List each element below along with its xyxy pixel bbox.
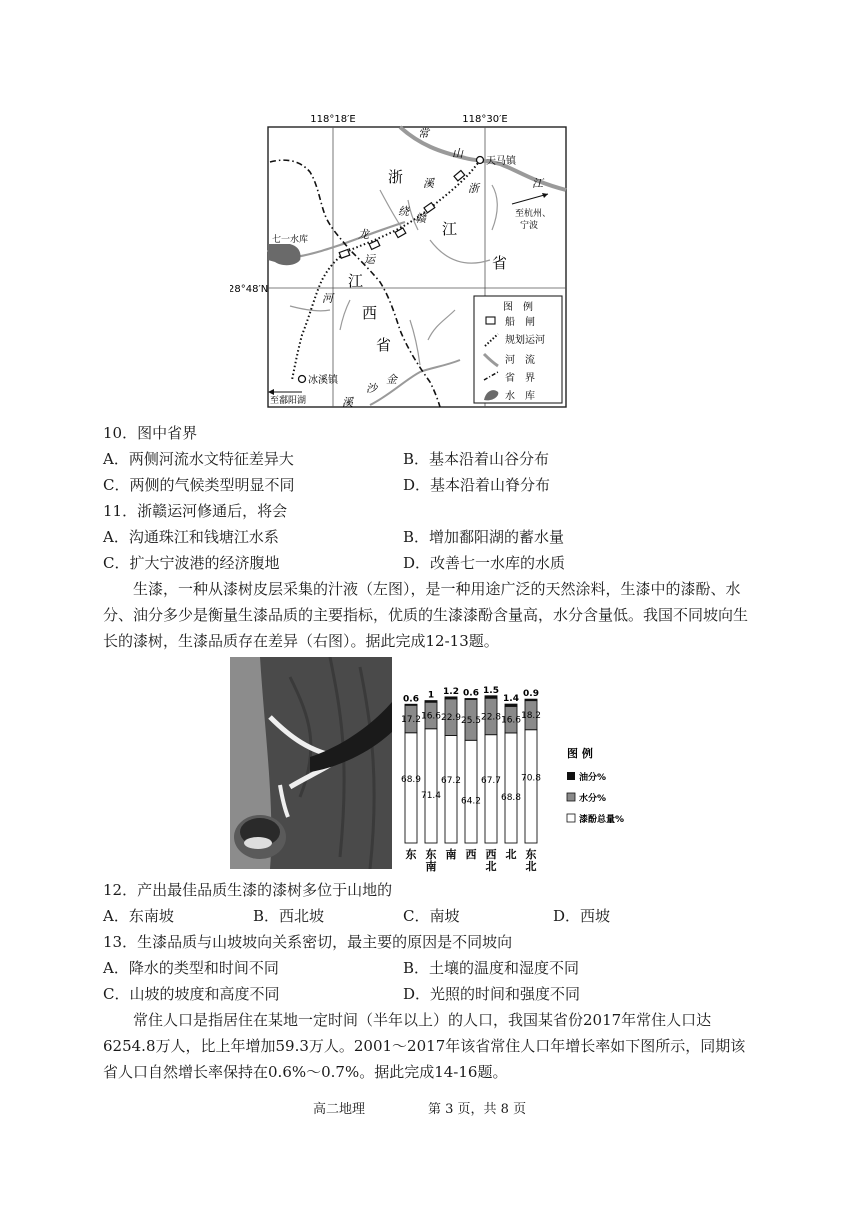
jinsha-sha: 沙 [366,382,377,395]
label-water-1: 16.6 [420,711,442,722]
bar-oil-1 [425,701,437,703]
q10-option-d[interactable]: D．基本沿着山脊分布 [403,476,551,494]
lacquer-photo-svg [230,657,392,869]
bar-phenol-6 [525,730,537,843]
label-phenol-4: 67.7 [480,775,502,786]
label-oil-6: 0.9 [523,689,539,700]
chart-categories [406,847,537,873]
category-1-0: 东 [425,848,437,861]
coord-top-left: 118°18′E [310,114,356,125]
q10-stem: 10．图中省界 [103,424,198,442]
category-3-0: 西 [465,848,477,861]
category-6-1: 北 [525,860,537,873]
legend-swatch-water [567,793,575,801]
category-4-0: 西 [485,848,497,861]
zj-char-2: 江 [442,220,458,238]
to-hangzhou-1: 至杭州、 [515,209,552,219]
coord-top-right: 118°30′E [462,114,508,125]
bar-phenol-3 [465,740,477,843]
chart-legend-title: 图 例 [567,747,593,760]
legend-river: 河 流 [505,355,535,366]
bar-phenol-2 [445,735,457,843]
q12-option-d[interactable]: D．西坡 [553,907,611,925]
q13-option-b[interactable]: B．土壤的温度和湿度不同 [403,959,580,977]
legend-lock: 船 闸 [505,317,535,328]
q13-stem: 13．生漆品质与山坡坡向关系密切，最主要的原因是不同坡向 [103,933,513,951]
label-oil-3: 0.6 [463,688,479,699]
footer-page: 第 3 页，共 8 页 [428,1102,527,1117]
legend-lock-symbol [486,317,495,324]
legend-label-water: 水分% [579,794,607,804]
lacquer-intro-text: 生漆，一种从漆树皮层采集的汁液（左图），是一种用途广泛的天然涂料，生漆中的漆酚、水分、油分多少是衡量生漆品质的主要指标，优质的生漆漆酚含量高，水分含量低。我国不同坡向生长的漆树，生漆品质存在差异（右图）。据此完成12-13题。 [103,580,749,650]
bar-oil-6 [525,699,537,700]
river-he-char: 河 [322,292,333,305]
river-shan-char: 山 [452,147,463,160]
lacquer-tree-photo [230,657,392,869]
bar-oil-0 [405,704,417,705]
river-xi-char: 溪 [423,177,434,190]
legend-reservoir: 水 库 [505,391,535,402]
to-hangzhou-2: 宁波 [520,221,539,231]
label-water-2: 22.9 [440,713,462,724]
label-water-0: 17.2 [400,715,422,725]
lacquer-chart-svg [395,660,645,875]
label-water-3: 25.5 [460,715,482,726]
bar-oil-3 [465,699,477,700]
lacquer-intro-paragraph [103,576,753,654]
q13-option-d[interactable]: D．光照的时间和强度不同 [403,985,581,1003]
q12-option-c[interactable]: C．南坡 [403,907,460,925]
river-zhe-char: 浙 [468,182,479,195]
legend-swatch-phenol [567,814,575,822]
longyun-yun: 运 [364,253,375,266]
category-2-0: 南 [445,848,457,861]
jx-char-3: 省 [376,336,392,354]
q11-option-c[interactable]: C．扩大宁波港的经济腹地 [103,554,280,572]
q11-stem: 11．浙赣运河修通后，将会 [103,502,288,520]
q12-option-a[interactable]: A．东南坡 [103,907,174,925]
river-chang-char: 常 [418,127,429,140]
zj-char-3: 省 [492,254,508,272]
to-poyang: 至鄱阳湖 [270,396,307,406]
label-water-5: 16.6 [500,715,522,726]
map-svg [230,110,570,410]
bar-phenol-5 [505,733,517,843]
label-oil-2: 1.2 [443,686,459,697]
label-phenol-3: 64.2 [460,796,482,807]
coord-lat: 28°48′N [230,284,269,295]
map-figure [230,110,570,410]
category-1-1: 南 [425,860,437,873]
bar-oil-5 [505,704,517,706]
label-phenol-1: 71.4 [420,790,442,801]
q12-option-b[interactable]: B．西北坡 [253,907,325,925]
bar-phenol-4 [485,735,497,843]
q11-option-a[interactable]: A．沟通珠江和钱塘江水系 [103,528,279,546]
footer-subject: 高二地理 [313,1102,366,1117]
town-tianma: 天马镇 [486,156,516,167]
zj-char-1: 浙 [388,168,404,186]
canal-gan-char: 赣 [415,212,426,225]
label-water-4: 22.8 [480,712,502,723]
label-oil-4: 1.5 [483,685,499,696]
bar-phenol-1 [425,729,437,843]
label-oil-0: 0.6 [403,694,419,705]
legend-label-oil: 油分% [579,773,607,783]
category-6-0: 东 [525,848,537,861]
canal-rao-char: 绕 [398,205,409,218]
bar-oil-2 [445,697,457,699]
lacquer-quality-chart [395,660,645,875]
label-oil-1: 1 [427,690,435,701]
q10-option-b[interactable]: B．基本沿着山谷分布 [403,450,550,468]
q13-option-a[interactable]: A．降水的类型和时间不同 [103,959,279,977]
population-intro-text: 常住人口是指居住在某地一定时间（半年以上）的人口，我国某省份2017年常住人口达6254.8万人，比上年增加59.3万人。2001～2017年该省常住人口年增长率如下图所示，同期该省人口自然增长率保持在0.6%～0.7%。据此完成14-16题。 [103,1011,746,1081]
river-jiang-char: 江 [532,177,543,190]
q11-option-d[interactable]: D．改善七一水库的水质 [403,554,566,572]
q12-stem: 12．产出最佳品质生漆的漆树多位于山地的 [103,881,393,899]
town-bingxi: 冰溪镇 [308,375,338,386]
legend-swatch-oil [567,772,575,780]
bar-oil-4 [485,696,497,698]
legend-title: 图 例 [503,302,533,313]
legend-canal: 规划运河 [505,335,545,346]
population-intro-paragraph [103,1007,753,1085]
category-4-1: 北 [485,860,497,873]
label-phenol-6: 70.8 [520,773,542,784]
legend-border: 省 界 [505,373,535,384]
label-water-6: 18.2 [520,711,542,722]
category-0-0: 东 [405,848,417,861]
q11-option-b[interactable]: B．增加鄱阳湖的蓄水量 [403,528,565,546]
jx-char-1: 江 [348,272,364,290]
label-phenol-0: 68.9 [400,774,422,785]
legend-label-phenol: 漆酚总量% [579,815,625,825]
longyun-long: 龙 [358,228,369,241]
bar-phenol-0 [405,733,417,843]
label-oil-5: 1.4 [503,694,519,705]
q10-option-c[interactable]: C．两侧的气候类型明显不同 [103,476,295,494]
jinsha-jin: 金 [386,373,397,386]
category-5-0: 北 [505,848,517,861]
q10-option-a[interactable]: A．两侧河流水文特征差异大 [103,450,294,468]
q13-option-c[interactable]: C．山坡的坡度和高度不同 [103,985,280,1003]
bingxi-town-marker [299,376,306,383]
reservoir-label: 七一水库 [272,235,309,245]
label-phenol-2: 67.2 [440,776,462,787]
tianma-town-marker [477,157,484,164]
jinsha-xi: 溪 [342,396,353,409]
label-phenol-5: 68.8 [500,792,522,803]
jx-char-2: 西 [362,304,378,322]
